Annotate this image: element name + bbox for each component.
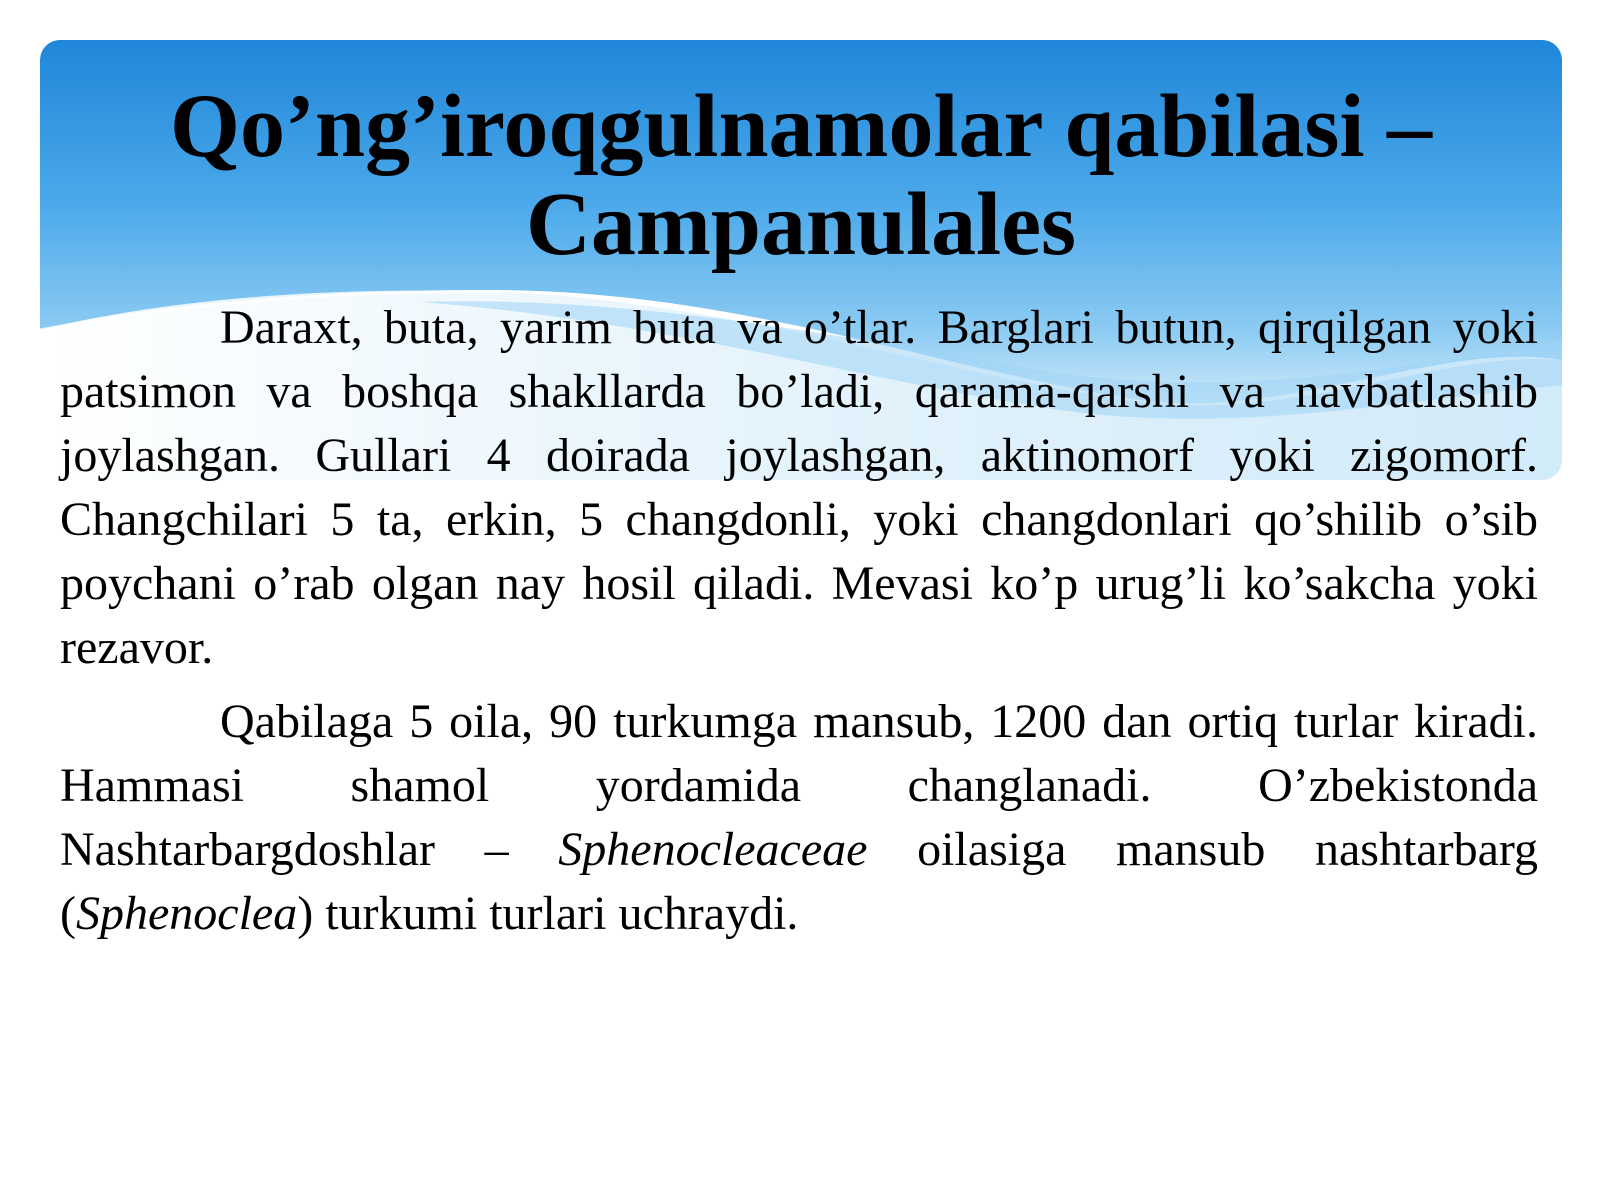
title-line-2: Campanulales [525,175,1077,274]
paragraph-2-part-1: Qabilaga 5 oila, 90 turkumga mansub, 1200 dan ortiq turlar kiradi. Hammasi shamol yordamida changlanadi. O’zbekistonda Nashtarbargdoshlar – [60,695,1538,876]
paragraph-1: Daraxt, buta, yarim buta va o’tlar. Barglari butun, qirqilgan yoki patsimon va boshqa shakllarda bo’ladi, qarama-qarshi va navbatlashib joylashgan. Gullari 4 doirada joylashgan, aktinomorf yoki zigomorf. Changchilari 5 ta, erkin, 5 changdonli, yoki changdonlari qo’shilib o’sib poychani o’rab olgan nay hosil qiladi. Mevasi ko’p urug’li ko’sakcha yoki rezavor. [60,301,1538,674]
title-line-1: Qo’ng’iroqgulnamolar qabilasi – [170,77,1432,176]
slide-body [60,296,1538,956]
italic-family-name: Sphenocleaceae [558,823,868,876]
paragraph-2-part-3: ) turkumi turlari uchraydi. [297,887,799,940]
paragraph-2 [60,690,1538,946]
slide-title [40,78,1562,274]
italic-genus-name: Sphenoclea [75,887,298,940]
paragraph-2-part-2: oilasiga mansub nashtarbarg ( [60,823,1539,940]
